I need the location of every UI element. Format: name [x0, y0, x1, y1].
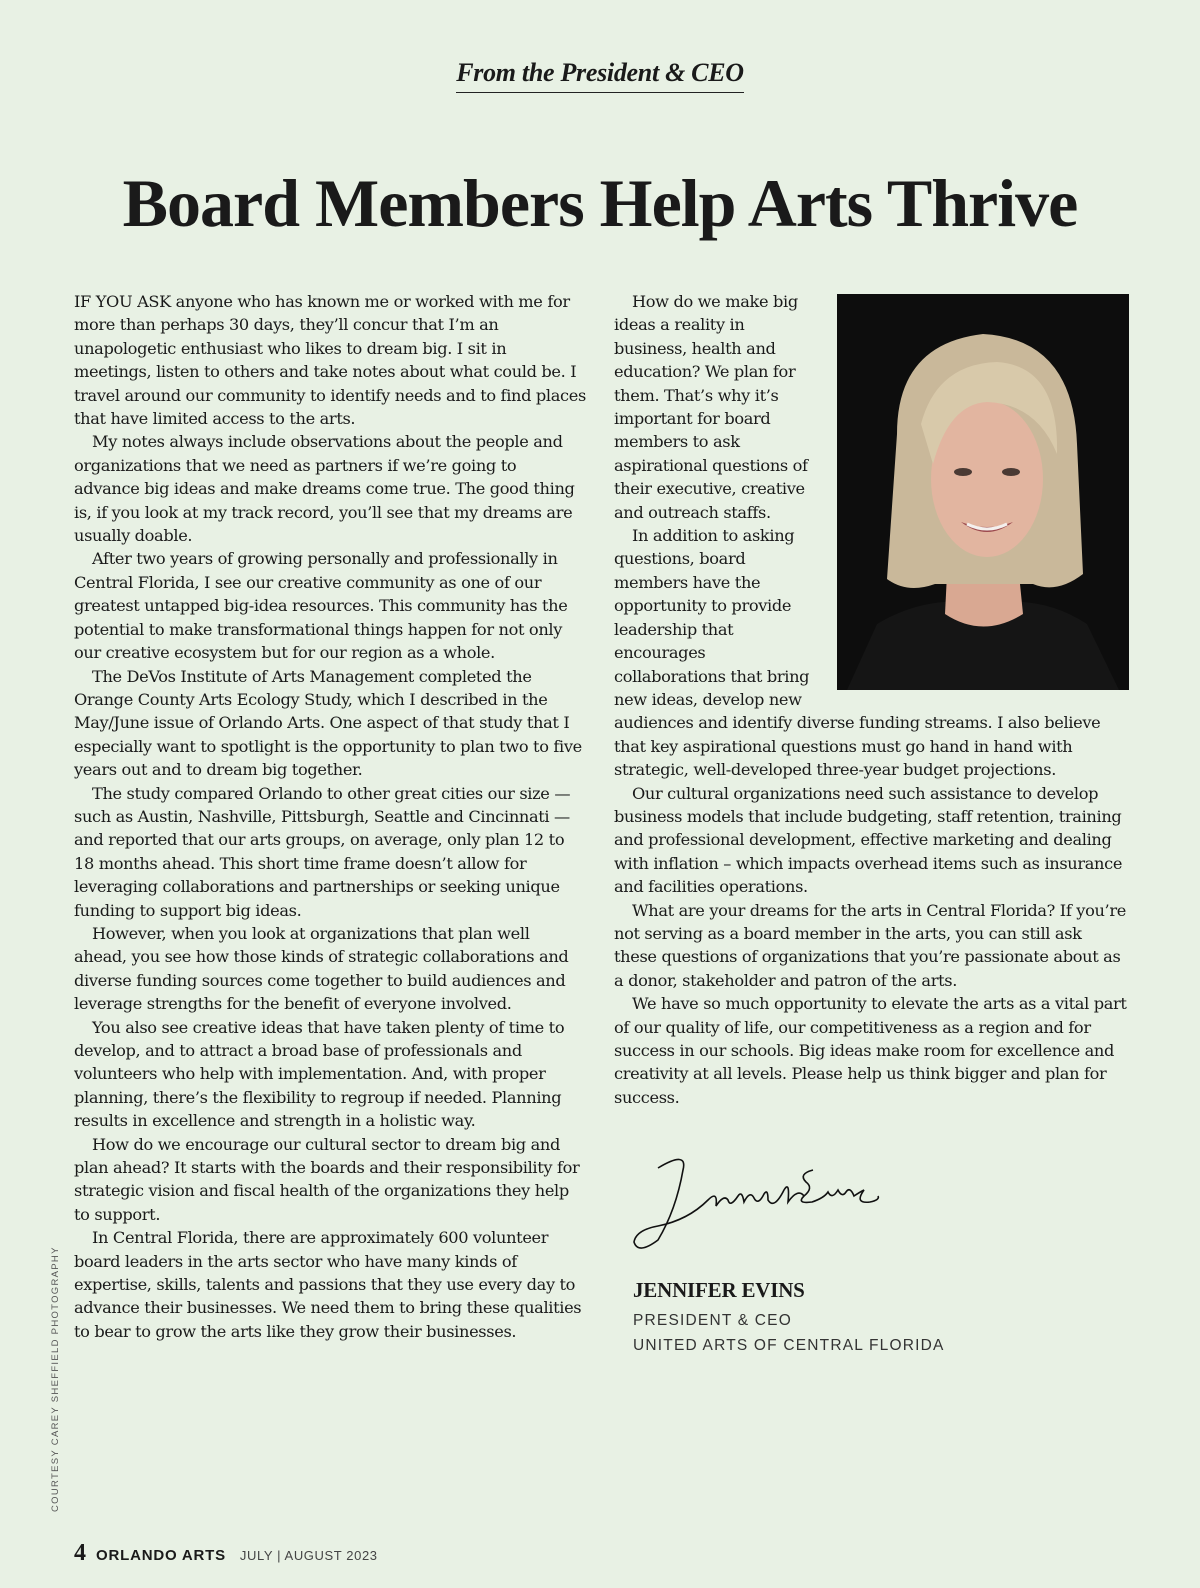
magazine-name: ORLANDO ARTS [96, 1547, 226, 1564]
article-left-column [74, 290, 586, 1343]
author-organization: UNITED ARTS OF CENTRAL FLORIDA [633, 1337, 945, 1354]
page-title: Board Members Help Arts Thrive [122, 165, 1078, 241]
photo-credit: COURTESY CAREY SHEFFIELD PHOTOGRAPHY [50, 1246, 61, 1512]
author-portrait-photo [837, 294, 1129, 690]
paragraph: In Central Florida, there are approximately 600 volunteer board leaders in the arts sector who have many kinds of expertise, skills, talents and passions that they use every day to advance their businesses. We need them to bring these qualities to bear to grow the arts like they grow their businesses. [74, 1228, 582, 1341]
paragraph: The DeVos Institute of Arts Management completed the Orange County Arts Ecology Study, which I described in the May/June issue of Orlando Arts. One aspect of that study that I especially want to spotlight is the opportunity to plan two to five years out and to dream big together. [74, 666, 582, 780]
kicker-text: From the President & CEO [456, 58, 744, 93]
section-kicker [0, 58, 1200, 93]
paragraph: What are your dreams for the arts in Central Florida? If you’re not serving as a board member in the arts, you can still ask these questions of organizations that you’re passionate about as a donor, stakeholder and patron of the arts. [614, 900, 1126, 990]
paragraph: How do we encourage our cultural sector to dream big and plan ahead? It starts with the boards and their responsibility for strategic vision and fiscal health of the organizations they help to support. [74, 1134, 580, 1224]
article-right-column [614, 290, 1129, 1109]
paragraph: How do we make big ideas a reality in business, health and education? We plan for them. That’s why it’s important for board members to ask aspirational questions of their executive, creative and outreach staffs. [614, 292, 808, 522]
handwritten-signature [628, 1150, 888, 1264]
paragraph: However, when you look at organizations that plan well ahead, you see how those kinds of strategic collaborations and diverse funding sources come together to build audiences and leverage strengths for the benefit of everyone involved. [74, 923, 569, 1014]
paragraph: You also see creative ideas that have taken plenty of time to develop, and to attract a broad base of professionals and volunteers who help with implementation. And, with proper planning, there’s the flexibility to regroup if needed. Planning results in excellence and strength in a holistic way. [74, 1017, 565, 1131]
paragraph: The study compared Orlando to other great cities our size — such as Austin, Nashville, Pittsburgh, Seattle and Cincinnati — and reported that our arts groups, on average, only plan 12 to 18 months ahead. This short time frame doesn’t allow for leveraging collaborations and partnerships or seeking unique funding to support big ideas. [74, 783, 571, 920]
paragraph: After two years of growing personally and professionally in Central Florida, I see our creative community as one of our greatest untapped big-idea resources. This community has the potential to make transformational things happen for not only our creative ecosystem but for our region as a whole. [74, 549, 568, 663]
paragraph: In addition to asking questions, board members have the opportunity to provide leadership that encourages collaborations that bring new ideas, develop new audiences and identify diverse funding streams. I also believe that key aspirational questions must go hand in hand with strategic, well-developed three-year budget projections. [614, 526, 1101, 780]
author-title: PRESIDENT & CEO [633, 1312, 792, 1329]
paragraph: Our cultural organizations need such assistance to develop business models that include budgeting, staff retention, training and professional development, effective marketing and dealing with inflation – which impacts overhead items such as insurance and facilities operations. [614, 783, 1123, 897]
page-number: 4 [74, 1540, 86, 1566]
page-footer [74, 1540, 378, 1567]
paragraph: IF YOU ASK anyone who has known me or worked with me for more than perhaps 30 days, they’ll concur that I’m an unapologetic enthusiast who likes to dream big. I sit in meetings, listen to others and take notes about what could be. I travel around our community to identify needs and to find places that have limited access to the arts. [74, 292, 586, 429]
issue-date: JULY | AUGUST 2023 [239, 1548, 378, 1563]
paragraph: We have so much opportunity to elevate the arts as a vital part of our quality of life, our competitiveness as a region and for success in our schools. Big ideas make room for excellence and creativity at all levels. Please help us think bigger and plan for success. [614, 994, 1127, 1107]
author-name: JENNIFER EVINS [633, 1278, 805, 1302]
paragraph: My notes always include observations about the people and organizations that we need as partners if we’re going to advance big ideas and make dreams come true. The good thing is, if you look at my track record, you’ll see that my dreams are usually doable. [74, 432, 575, 546]
